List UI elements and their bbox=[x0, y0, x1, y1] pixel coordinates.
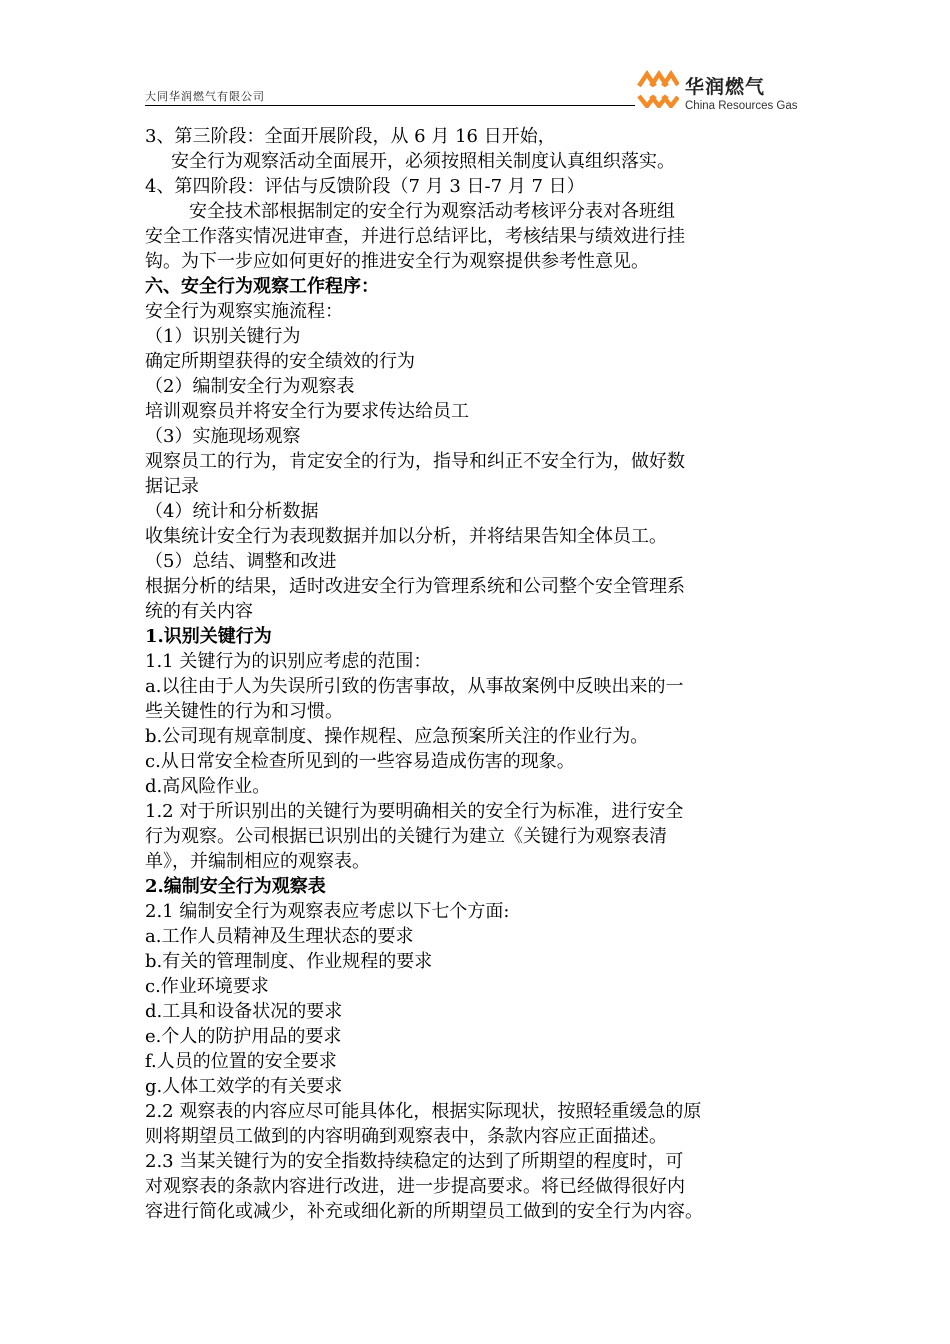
logo-chinese-name: 华润燃气 bbox=[685, 76, 766, 98]
text-line: 安全工作落实情况进审查，并进行总结评比，考核结果与绩效进行挂 bbox=[145, 226, 685, 247]
text-line: 根据分析的结果，适时改进安全行为管理系统和公司整个安全管理系 bbox=[145, 576, 685, 597]
text-line: （5）总结、调整和改进 bbox=[145, 551, 337, 572]
text-line: 3、第三阶段：全面开展阶段，从 6 月 16 日开始， bbox=[145, 126, 556, 147]
subsection-heading: 2.编制安全行为观察表 bbox=[145, 876, 326, 897]
text-line: （1）识别关键行为 bbox=[145, 326, 301, 347]
text-line: 培训观察员并将安全行为要求传达给员工 bbox=[145, 401, 469, 422]
text-line: （4）统计和分析数据 bbox=[145, 501, 319, 522]
text-line: c.作业环境要求 bbox=[145, 976, 269, 997]
logo-english-name: China Resources Gas bbox=[685, 100, 798, 112]
text-line: 对观察表的条款内容进行改进，进一步提高要求。将已经做得很好内 bbox=[145, 1176, 685, 1197]
text-line: 安全行为观察活动全面展开，必须按照相关制度认真组织落实。 bbox=[171, 151, 675, 172]
section-heading: 六、安全行为观察工作程序： bbox=[145, 276, 379, 297]
text-line: e.个人的防护用品的要求 bbox=[145, 1026, 342, 1047]
text-line: 些关键性的行为和习惯。 bbox=[145, 701, 343, 722]
text-line: 钩。为下一步应如何更好的推进安全行为观察提供参考性意见。 bbox=[145, 251, 649, 272]
page-header bbox=[145, 62, 815, 118]
text-line: 确定所期望获得的安全绩效的行为 bbox=[145, 351, 415, 372]
text-line: g.人体工效学的有关要求 bbox=[145, 1076, 343, 1097]
text-line: 据记录 bbox=[145, 476, 199, 497]
text-line: 则将期望员工做到的内容明确到观察表中，条款内容应正面描述。 bbox=[145, 1126, 667, 1147]
text-line: （2）编制安全行为观察表 bbox=[145, 376, 355, 397]
text-line: （3）实施现场观察 bbox=[145, 426, 301, 447]
text-line: b.有关的管理制度、作业规程的要求 bbox=[145, 951, 433, 972]
text-line: d.工具和设备状况的要求 bbox=[145, 1001, 343, 1022]
text-line: 1.1 关键行为的识别应考虑的范围： bbox=[145, 651, 432, 672]
header-rule bbox=[145, 105, 635, 106]
text-line: 安全技术部根据制定的安全行为观察活动考核评分表对各班组 bbox=[189, 201, 675, 222]
text-line: c.从日常安全检查所见到的一些容易造成伤害的现象。 bbox=[145, 751, 575, 772]
text-line: 2.1 编制安全行为观察表应考虑以下七个方面: bbox=[145, 901, 510, 922]
text-line: 单》，并编制相应的观察表。 bbox=[145, 851, 370, 872]
text-line: 行为观察。公司根据已识别出的关键行为建立《关键行为观察表清 bbox=[145, 826, 667, 847]
text-line: 统的有关内容 bbox=[145, 601, 253, 622]
text-line: f.人员的位置的安全要求 bbox=[145, 1051, 337, 1072]
text-line: 1.2 对于所识别出的关键行为要明确相关的安全行为标准，进行安全 bbox=[145, 801, 684, 822]
text-line: 观察员工的行为，肯定安全的行为，指导和纠正不安全行为，做好数 bbox=[145, 451, 685, 472]
document-body bbox=[145, 124, 810, 1224]
text-line: d.高风险作业。 bbox=[145, 776, 271, 797]
company-name: 大同华润燃气有限公司 bbox=[145, 90, 265, 103]
text-line: a.工作人员精神及生理状态的要求 bbox=[145, 926, 414, 947]
text-line: 4、第四阶段：评估与反馈阶段（7 月 3 日-7 月 7 日） bbox=[145, 176, 585, 197]
text-line: 2.3 当某关键行为的安全指数持续稳定的达到了所期望的程度时，可 bbox=[145, 1151, 684, 1172]
text-line: a.以往由于人为失误所引致的伤害事故，从事故案例中反映出来的一 bbox=[145, 676, 684, 697]
text-line: b.公司现有规章制度、操作规程、应急预案所关注的作业行为。 bbox=[145, 726, 649, 747]
subsection-heading: 1.识别关键行为 bbox=[145, 626, 272, 647]
logo-mark-icon bbox=[637, 68, 679, 108]
company-logo bbox=[637, 62, 817, 118]
text-line: 2.2 观察表的内容应尽可能具体化，根据实际现状，按照轻重缓急的原 bbox=[145, 1101, 702, 1122]
text-line: 收集统计安全行为表现数据并加以分析，并将结果告知全体员工。 bbox=[145, 526, 667, 547]
text-line: 容进行简化或减少，补充或细化新的所期望员工做到的安全行为内容。 bbox=[145, 1201, 703, 1222]
text-line: 安全行为观察实施流程： bbox=[145, 301, 343, 322]
